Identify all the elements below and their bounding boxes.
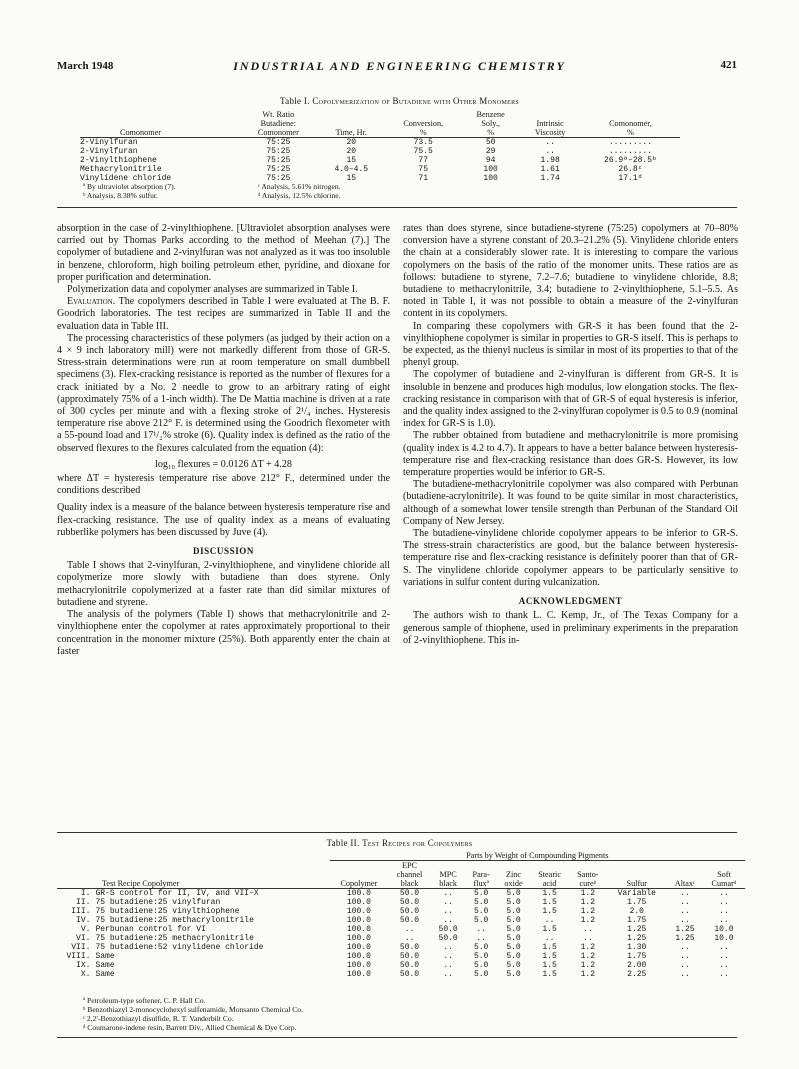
table1-footnote-a: ª By ultraviolet absorption (7). xyxy=(83,182,176,191)
table1-cell-solubility: 29 xyxy=(485,147,496,156)
table2-cell-zinc: 5.0 xyxy=(506,889,521,898)
table2-cell-stearic: .. xyxy=(544,934,555,943)
table2-cell-copolymer: 100.0 xyxy=(346,898,371,907)
table2-cell-copolymer: 100.0 xyxy=(346,961,371,970)
table2-cell-stearic: .. xyxy=(544,916,555,925)
table2-cell-zinc: 5.0 xyxy=(506,970,521,979)
table1-cell-time: 15 xyxy=(346,156,357,165)
table2-cell-altax: .. xyxy=(680,907,690,916)
table2-cell-stearic: 1.5 xyxy=(542,961,557,970)
table1-header-ratio: Wt. Ratio Butadiene: Comonomer xyxy=(257,110,299,137)
right-paragraph-2: In comparing these copolymers with GR-S it has been found that the 2-vinylthiophene copolymer is similar in properties to GR-S itself. This is perhaps to be expected, as the thienyl nucleus is similar in most of its properties to that of the phenyl group. xyxy=(403,320,738,369)
table1-cell-ratio: 75:25 xyxy=(266,138,291,147)
table1-cell-name: 2-Vinylfuran xyxy=(80,147,138,156)
table2-cell-copolymer: 100.0 xyxy=(346,907,371,916)
table2-cell-paraflux: 5.0 xyxy=(473,952,489,961)
table2-cell-name: 75 butadiene:25 vinylthiophene xyxy=(95,907,240,916)
left-paragraph-3-text: The copolymers described in Table I were evaluated at The B. F. Goodrich laboratories. The test recipes are summarized in Table II and the evaluation data in Table III. xyxy=(57,296,390,332)
table1-wrapper xyxy=(80,110,720,183)
table1-footnote-c: ᶜ Analysis, 5.61% nitrogen. xyxy=(258,182,341,191)
table2-header-santocure: Santo- cureᵇ xyxy=(577,870,599,888)
table2-cell-copolymer: 100.0 xyxy=(346,970,371,979)
table2-cell-cumar: .. xyxy=(719,961,729,970)
table2-cell-epc: 50.0 xyxy=(399,898,420,907)
table2-cell-santocure: 1.2 xyxy=(580,916,596,925)
table2-cell-stearic: 1.5 xyxy=(542,907,557,916)
table2-cell-name: 75 butadiene:25 methacrylonitrile xyxy=(95,934,254,943)
table2-cell-altax: .. xyxy=(680,889,690,898)
table2-cell-stearic: 1.5 xyxy=(542,898,557,907)
table2-cell-altax: 1.25 xyxy=(675,925,695,934)
table2-cell-cumar: .. xyxy=(719,889,729,898)
table-row xyxy=(57,952,745,961)
table2-cell-epc: .. xyxy=(404,934,415,943)
table2-cell-mpc: 50.0 xyxy=(438,925,458,934)
table2-cell-epc: 50.0 xyxy=(399,943,420,952)
table1-caption-title: Copolymerization of Butadiene with Other Monomers xyxy=(312,96,520,106)
table2-cell-name: Same xyxy=(95,952,115,961)
table1-cell-name: Vinylidene chloride xyxy=(80,174,172,183)
table-row xyxy=(80,165,680,174)
table2 xyxy=(57,851,745,979)
table2-header-epc: EPC channel black xyxy=(396,861,423,888)
table2-footnote: ᵈ Coumarone-indene resin, Barrett Div., Allied Chemical & Dye Corp. xyxy=(83,1023,297,1032)
table2-body xyxy=(57,889,745,980)
table2-cell-num: IX. xyxy=(76,961,91,970)
table1-caption xyxy=(0,96,799,106)
table2-cell-name: Same xyxy=(95,961,115,970)
table2-header-mpc: MPC black xyxy=(439,870,457,888)
table2-cell-copolymer: 100.0 xyxy=(346,934,371,943)
table2-top-rule xyxy=(57,832,737,833)
table2-footnote: ᵇ Benzothiazyl 2-monocyclohexyl sulfenamide, Monsanto Chemical Co. xyxy=(83,1005,303,1014)
table2-header-stearic: Stearic acid xyxy=(538,870,561,888)
table1-cell-solubility: 100 xyxy=(483,165,498,174)
table2-cell-mpc: .. xyxy=(443,952,453,961)
table1-cell-ratio: 75:25 xyxy=(266,165,291,174)
table2-cell-stearic: 1.5 xyxy=(542,970,557,979)
table2-cell-paraflux: 5.0 xyxy=(473,961,489,970)
table2-cell-santocure: 1.2 xyxy=(580,952,596,961)
table2-cell-sulfur: 2.00 xyxy=(627,961,647,970)
table2-cell-mpc: .. xyxy=(443,943,453,952)
table2-cell-epc: 50.0 xyxy=(399,907,420,916)
left-paragraph-1: absorption in the case of 2-vinylthiophene. [Ultraviolet absorption analyses were carried out by Thomas Parks according to the method of Meehan (7).] The copolymer of butadiene and 2-vinylfuran was not analyzed as it was too insoluble in benzene, chloroform, high boiling petroleum ether, pyridine, and dioxane for proper purification and determination. xyxy=(57,223,390,283)
table2-cell-paraflux: 5.0 xyxy=(473,970,489,979)
table2-cell-paraflux: 5.0 xyxy=(473,907,489,916)
table2-cell-mpc: .. xyxy=(443,970,453,979)
table-row xyxy=(57,943,745,952)
table1-bottom-rule xyxy=(57,207,737,208)
table2-cell-mpc: 50.0 xyxy=(438,934,458,943)
table2-footnotes xyxy=(83,996,303,1032)
table-row xyxy=(80,156,680,165)
table2-cell-name: Perbunan control for VI xyxy=(95,925,206,934)
table2-cell-num: V. xyxy=(80,925,91,934)
right-paragraph-7: The authors wish to thank L. C. Kemp, Jr., of The Texas Company for a generous sample of thiophene, used in preliminary experiments in the preparation of 2-vinylthiophene. This in- xyxy=(403,610,738,646)
table2-cell-name: 75 butadiene:25 vinylfuran xyxy=(95,898,221,907)
table2-caption-title: Test Recipes for Copolymers xyxy=(362,838,473,848)
table2-cell-epc: .. xyxy=(404,925,415,934)
right-paragraph-6: The butadiene-vinylidene chloride copolymer appears to be inferior to GR-S. The stress-strain characteristics are good, but the balance between hysteresis-temperature rise and flex-cracking resistance is definitely poorer than that of GR-S. The vinylidene chloride copolymer appears to be particularly sensitive to variations in sulfur content during vulcanization. xyxy=(403,528,738,588)
table2-cell-paraflux: .. xyxy=(476,934,486,943)
table1-cell-time: 15 xyxy=(346,174,357,183)
table2-cell-paraflux: 5.0 xyxy=(473,943,489,952)
table2-cell-name: GR-S control for II, IV, and VII–X xyxy=(95,889,259,898)
table2-cell-num: VI. xyxy=(76,934,91,943)
table-row xyxy=(80,147,680,156)
table1-cell-solubility: 50 xyxy=(485,138,496,147)
table2-cell-num: I. xyxy=(80,889,91,898)
table2-cell-num: VII. xyxy=(71,943,91,952)
right-paragraph-3: The copolymer of butadiene and 2-vinylfuran is different from GR-S. It is insoluble in benzene and produces high modulus, low elongation stocks. The flex-cracking resistance in comparison with that of GR-S of equal hysteresis is inferior, and the quality index assigned to the 2-vinylfuran copolymer is 0.5 to 0.9 (nominal index for GR-S is 1.0). xyxy=(403,369,738,430)
table2-cell-mpc: .. xyxy=(443,898,453,907)
table2-cell-stearic: 1.5 xyxy=(542,952,557,961)
table-row xyxy=(80,138,680,148)
table2-cell-epc: 50.0 xyxy=(399,916,420,925)
table2-cell-mpc: .. xyxy=(443,889,453,898)
table1-header-comonomer-pct: Comonomer, % xyxy=(609,119,652,137)
table1-cell-ratio: 75:25 xyxy=(266,156,291,165)
table2-group-header: Parts by Weight of Compounding Pigments xyxy=(330,851,745,861)
table2-cell-sulfur: 1.30 xyxy=(627,943,647,952)
header-date: March 1948 xyxy=(57,60,114,72)
table2-cell-sulfur: 1.25 xyxy=(627,925,647,934)
right-column xyxy=(403,223,738,647)
table-row xyxy=(57,934,745,943)
table1-body xyxy=(80,138,680,184)
left-column xyxy=(57,223,390,658)
evaluation-run-in-head: Evaluation. xyxy=(67,296,116,308)
table1-cell-conversion: 75.5 xyxy=(413,147,433,156)
table2-cell-sulfur: 1.75 xyxy=(627,898,647,907)
table1-cell-viscosity: 1.74 xyxy=(540,174,560,183)
table1-header-time: Time, Hr. xyxy=(335,128,367,137)
discussion-heading: DISCUSSION xyxy=(192,546,255,557)
table2-cell-copolymer: 100.0 xyxy=(346,916,371,925)
equation-where: where ΔT = hysteresis temperature rise above 212° F., determined under the conditions described xyxy=(57,473,390,497)
table2-cell-paraflux: 5.0 xyxy=(473,889,489,898)
table2-cell-paraflux: 5.0 xyxy=(473,898,489,907)
table2-cell-zinc: 5.0 xyxy=(506,961,521,970)
table2-cell-copolymer: 100.0 xyxy=(346,952,371,961)
table2-header-copolymer: Copolymer xyxy=(340,879,378,888)
table-row xyxy=(57,898,745,907)
table2-cell-cumar: .. xyxy=(719,907,729,916)
table2-cell-altax: .. xyxy=(680,898,690,907)
table2-header-recipe: Test Recipe Copolymer xyxy=(102,879,180,888)
table2-footnote: ᶜ 2,2′-Benzothiazyl disulfide, R. T. Vanderbilt Co. xyxy=(83,1014,234,1023)
right-paragraph-4: The rubber obtained from butadiene and methacrylonitrile is more promising (quality index is 4.2 to 4.7). It appears to have a better balance between hysteresis-temperature rise and flex-cracking resistance than does GR-S. However, its low temperature properties would be inferior to GR-S. xyxy=(403,430,738,479)
table2-header-cumar: Soft Cumarᵈ xyxy=(711,870,737,888)
table2-cell-cumar: 10.0 xyxy=(714,934,734,943)
table1-header-solubility: Benzene Soly., % xyxy=(476,110,505,137)
table2-cell-sulfur: 1.75 xyxy=(627,952,647,961)
table2-cell-name: 75 butadiene:52 vinylidene chloride xyxy=(95,943,264,952)
table1 xyxy=(80,110,680,183)
table1-header-viscosity: Intrinsic Viscosity xyxy=(534,119,566,137)
table2-header-zinc: Zinc oxide xyxy=(504,870,523,888)
table1-caption-number: Table I. xyxy=(279,96,310,106)
table2-cell-cumar: .. xyxy=(719,943,729,952)
table2-cell-sulfur: 2.25 xyxy=(627,970,647,979)
table2-cell-epc: 50.0 xyxy=(399,889,420,898)
table2-footnote: ª Petroleum-type softener, C. P. Hall Co. xyxy=(83,996,206,1005)
table1-cell-solubility: 94 xyxy=(485,156,496,165)
table2-cell-zinc: 5.0 xyxy=(506,952,521,961)
table1-cell-viscosity: 1.98 xyxy=(540,156,560,165)
table2-cell-sulfur: 1.75 xyxy=(627,916,647,925)
table2-cell-paraflux: 5.0 xyxy=(473,916,489,925)
table2-cell-epc: 50.0 xyxy=(399,952,420,961)
table-row xyxy=(57,916,745,925)
table1-cell-viscosity: .. xyxy=(545,147,555,156)
table2-cell-cumar: .. xyxy=(719,898,729,907)
table2-cell-santocure: 1.2 xyxy=(580,970,596,979)
table2-cell-cumar: .. xyxy=(719,916,729,925)
table1-cell-viscosity: 1.61 xyxy=(540,165,560,174)
journal-title: INDUSTRIAL AND ENGINEERING CHEMISTRY xyxy=(233,59,566,73)
table1-cell-comonomer-pct: ......... xyxy=(608,138,653,147)
table2-cell-santocure: 1.2 xyxy=(580,907,596,916)
table-row xyxy=(57,907,745,916)
table2-cell-stearic: 1.5 xyxy=(542,943,557,952)
left-paragraph-4: The processing characteristics of these polymers (as judged by their action on a 4 × 9 inch laboratory mill) were not markedly different from those of GR-S. Stress-strain determinations were run at room temperature on small dumbbell specimens (3). Flex-cracking resistance is reported as the number of flexures for a crack initiated by a No. 2 needle to grow to an arbitrary rating of eight (approximately 75% of a 1-inch width). The De Mattia machine is driven at a rate of 300 cycles per minute and with a flexing stroke of 2¹/₄ inches. Hysteresis temperature rise above 212° F. is determined using the Goodrich flexometer with a 55-pound load and 17¹/₂% stroke (6). Quality index is defined as the ratio of the observed flexures to the flexures calculated from the equation (4): xyxy=(57,332,390,454)
table2-cell-num: IV. xyxy=(76,916,91,925)
table2-caption-number: Table II. xyxy=(326,838,360,848)
table1-cell-comonomer-pct: ......... xyxy=(608,147,653,156)
table2-cell-num: VIII. xyxy=(66,952,91,961)
table1-cell-ratio: 75:25 xyxy=(266,174,291,183)
table2-cell-zinc: 5.0 xyxy=(506,898,521,907)
table2-cell-santocure: 1.2 xyxy=(580,943,596,952)
table1-cell-name: Methacrylonitrile xyxy=(80,165,162,174)
table2-cell-santocure: .. xyxy=(583,925,593,934)
table2-cell-altax: .. xyxy=(680,952,690,961)
table1-cell-conversion: 71 xyxy=(418,174,429,183)
table2-cell-copolymer: 100.0 xyxy=(346,889,371,898)
table2-cell-stearic: 1.5 xyxy=(542,889,557,898)
equation: log₁₀ flexures = 0.0126 ΔT + 4.28 xyxy=(155,458,292,470)
acknowledgment-heading: ACKNOWLEDGMENT xyxy=(518,596,623,607)
table2-cell-altax: .. xyxy=(680,970,690,979)
table1-cell-comonomer-pct: 17.1ᵈ xyxy=(618,174,643,183)
table2-cell-cumar: .. xyxy=(719,952,729,961)
table1-cell-conversion: 75 xyxy=(418,165,429,174)
table2-wrapper xyxy=(57,851,747,979)
table2-cell-stearic: 1.5 xyxy=(542,925,557,934)
table1-cell-conversion: 73.5 xyxy=(413,138,433,147)
table2-cell-zinc: 5.0 xyxy=(506,934,521,943)
table2-header-paraflux: Para- fluxª xyxy=(472,870,490,888)
table2-cell-cumar: 10.0 xyxy=(714,925,734,934)
table2-cell-name: 75 butadiene:25 methacrylonitrile xyxy=(95,916,254,925)
page-number: 421 xyxy=(720,59,737,71)
table2-cell-copolymer: 100.0 xyxy=(346,925,371,934)
table1-cell-solubility: 100 xyxy=(483,174,498,183)
table2-cell-altax: .. xyxy=(680,943,690,952)
table1-cell-time: 4.0–4.5 xyxy=(334,165,369,174)
table1-header-conversion: Conversion, % xyxy=(403,119,444,137)
left-paragraph-2: Polymerization data and copolymer analyses are summarized in Table I. xyxy=(67,284,358,296)
table2-cell-zinc: 5.0 xyxy=(506,943,521,952)
table2-cell-altax: .. xyxy=(680,961,690,970)
table2-caption xyxy=(0,838,799,848)
table2-cell-mpc: .. xyxy=(443,961,453,970)
table2-cell-sulfur: 1.25 xyxy=(627,934,647,943)
table2-cell-santocure: 1.2 xyxy=(580,961,596,970)
table2-cell-num: III. xyxy=(71,907,91,916)
table2-header-altax: Altaxᶜ xyxy=(674,879,696,888)
table2-cell-num: X. xyxy=(80,970,91,979)
table2-cell-sulfur: Variable xyxy=(617,889,656,898)
table2-cell-santocure: 1.2 xyxy=(580,889,596,898)
table2-header-sulfur: Sulfur xyxy=(626,879,647,888)
table2-cell-zinc: 5.0 xyxy=(506,925,521,934)
table2-cell-altax: 1.25 xyxy=(675,934,695,943)
table2-cell-santocure: 1.2 xyxy=(580,898,596,907)
table2-cell-altax: .. xyxy=(680,916,690,925)
left-paragraph-6: Table I shows that 2-vinylfuran, 2-vinylthiophene, and vinylidene chloride all copolymerize more slowly with butadiene than does styrene. Only methacrylonitrile copolymerized at a faster rate than did similar mixtures of butadiene and styrene. xyxy=(57,560,390,608)
table1-cell-viscosity: .. xyxy=(545,138,555,147)
table2-cell-epc: 50.0 xyxy=(399,970,420,979)
table1-footnote-b: ᵇ Analysis, 8.38% sulfur. xyxy=(83,191,158,200)
left-paragraph-3 xyxy=(57,296,390,333)
left-paragraph-7: The analysis of the polymers (Table I) shows that methacrylonitrile and 2-vinylthiophene enter the copolymer at rates approximately proportional to their concentration in the monomer mixture (25%). Both apparently enter the chain at faster xyxy=(57,609,390,657)
left-paragraph-5: Quality index is a measure of the balance between hysteresis temperature rise and flex-cracking resistance. The use of quality index as a means of evaluating rubberlike polymers has been discussed by Juve (4). xyxy=(57,502,390,538)
table1-footnote-d: ᵈ Analysis, 12.5% chlorine. xyxy=(258,191,341,200)
table2-cell-epc: 50.0 xyxy=(399,961,420,970)
table2-cell-santocure: .. xyxy=(583,934,593,943)
table2-cell-num: II. xyxy=(76,898,91,907)
table1-cell-conversion: 77 xyxy=(418,156,429,165)
table2-cell-zinc: 5.0 xyxy=(506,907,521,916)
table-row xyxy=(57,889,745,899)
table2-cell-copolymer: 100.0 xyxy=(346,943,371,952)
table1-cell-comonomer-pct: 26.8ᶜ xyxy=(618,165,643,174)
table1-cell-time: 20 xyxy=(346,147,357,156)
table1-cell-ratio: 75:25 xyxy=(266,147,291,156)
table-row xyxy=(57,925,745,934)
table1-header-comonomer: Comonomer xyxy=(120,128,161,137)
right-paragraph-5: The butadiene-methacrylonitrile copolymer was also compared with Perbunan (butadiene-acrylonitrile). It was found to be quite similar in most characteristics, although of a somewhat lower tensile strength than Perbunan of the Standard Oil Company of New Jersey. xyxy=(403,479,738,527)
table1-cell-comonomer-pct: 26.9ª–28.5ᵇ xyxy=(604,156,657,165)
table2-bottom-rule xyxy=(57,1037,737,1038)
table2-cell-name: Same xyxy=(95,970,115,979)
table-row xyxy=(57,970,745,979)
table2-cell-mpc: .. xyxy=(443,907,453,916)
table2-cell-zinc: 5.0 xyxy=(506,916,521,925)
table-row xyxy=(57,961,745,970)
table1-cell-name: 2-Vinylthiophene xyxy=(80,156,157,165)
table1-cell-name: 2-Vinylfuran xyxy=(80,138,138,147)
right-paragraph-1: rates than does styrene, since butadiene-styrene (75:25) copolymers at 70–80% conversion have a styrene constant of 20.3–21.2% (5). Vinylidene chloride enters the chain at a considerably slower rate. It is interesting to compare the various copolymers on the basis of the ratio of the monomer units. These ratios are as follows: butadiene to styrene, 7.2–7.6; butadiene to vinylidene chloride, 8.8; butadiene to methacrylonitrile, 3.4; butadiene to 2-vinylthiophene, 5.1–5.5. As noted in Table I, it was not possible to obtain a measure of the 2-vinylfuran content in its copolymers. xyxy=(403,223,738,320)
table2-cell-sulfur: 2.0 xyxy=(629,907,644,916)
table1-cell-time: 20 xyxy=(346,138,357,147)
table2-cell-cumar: .. xyxy=(719,970,729,979)
table2-cell-mpc: .. xyxy=(443,916,453,925)
table2-cell-paraflux: .. xyxy=(476,925,486,934)
